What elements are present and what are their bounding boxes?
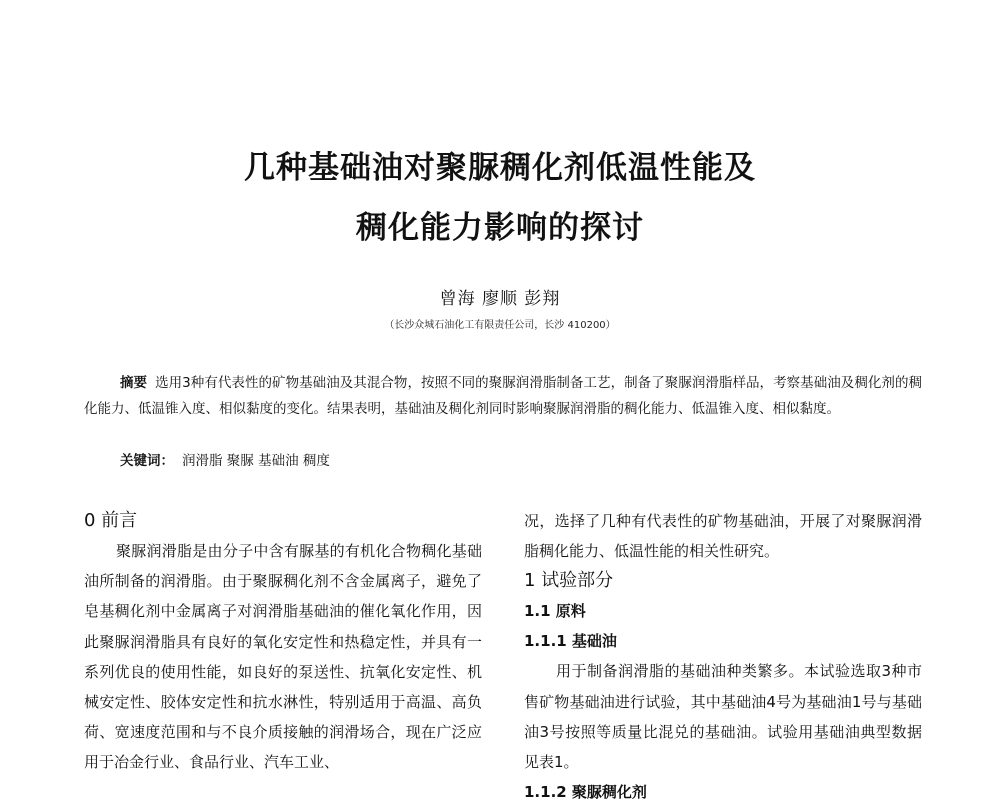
abstract-label: 摘要 — [120, 375, 148, 391]
section-0-heading: 0 前言 — [84, 510, 138, 531]
section-1-1-1-heading: 1.1.1 基础油 — [524, 632, 617, 651]
section-1-1-2-heading: 1.1.2 聚脲稠化剂 — [524, 783, 647, 802]
section-1-1-heading: 1.1 原料 — [524, 602, 586, 621]
authors: 曾海 廖顺 彭翔 — [439, 289, 561, 309]
right-column — [524, 506, 922, 807]
paper-title-line-2: 稠化能力影响的探讨 — [356, 210, 644, 246]
keywords-text: 润滑脂 聚脲 基础油 稠度 — [182, 453, 330, 469]
keywords — [120, 449, 330, 473]
section-0-paragraph: 聚脲润滑脂是由分子中含有脲基的有机化合物稠化基础油所制备的润滑脂。由于聚脲稠化剂不含金属离子，避免了皂基稠化剂中金属离子对润滑脂基础油的催化氧化作用，因此聚脲润滑脂具有良好的氧化安定性和热稳定性，并具有一系列优良的使用性能，如良好的泵送性、抗氧化安定性、机械安定性、胶体安定性和抗水淋性，特别适用于高温、高负荷、宽速度范围和与不良介质接触的润滑场合，现在广泛应用于冶金行业、食品行业、汽车工业、 — [84, 542, 482, 772]
section-1-heading: 1 试验部分 — [524, 570, 614, 592]
continued-paragraph: 况，选择了几种有代表性的矿物基础油，开展了对聚脲润滑脂稠化能力、低温性能的相关性研究。 — [524, 512, 922, 561]
keywords-label: 关键词： — [120, 453, 174, 469]
affiliation: （长沙众城石油化工有限责任公司，长沙 410200） — [384, 320, 616, 331]
paper-title-line-1: 几种基础油对聚脲稠化剂低温性能及 — [244, 150, 756, 186]
abstract-text: 选用3种有代表性的矿物基础油及其混合物，按照不同的聚脲润滑脂制备工艺，制备了聚脲润滑脂样品，考察基础油及稠化剂的稠化能力、低温锥入度、相似黏度的变化。结果表明，基础油及稠化剂同时影响聚脲润滑脂的稠化能力、低温锥入度、相似黏度。 — [84, 375, 923, 417]
abstract — [84, 370, 922, 422]
left-column — [84, 506, 482, 778]
section-1-1-1-paragraph: 用于制备润滑脂的基础油种类繁多。本试验选取3种市售矿物基础油进行试验，其中基础油4号为基础油1号与基础油3号按照等质量比混兑的基础油。试验用基础油典型数据见表1。 — [524, 662, 922, 772]
